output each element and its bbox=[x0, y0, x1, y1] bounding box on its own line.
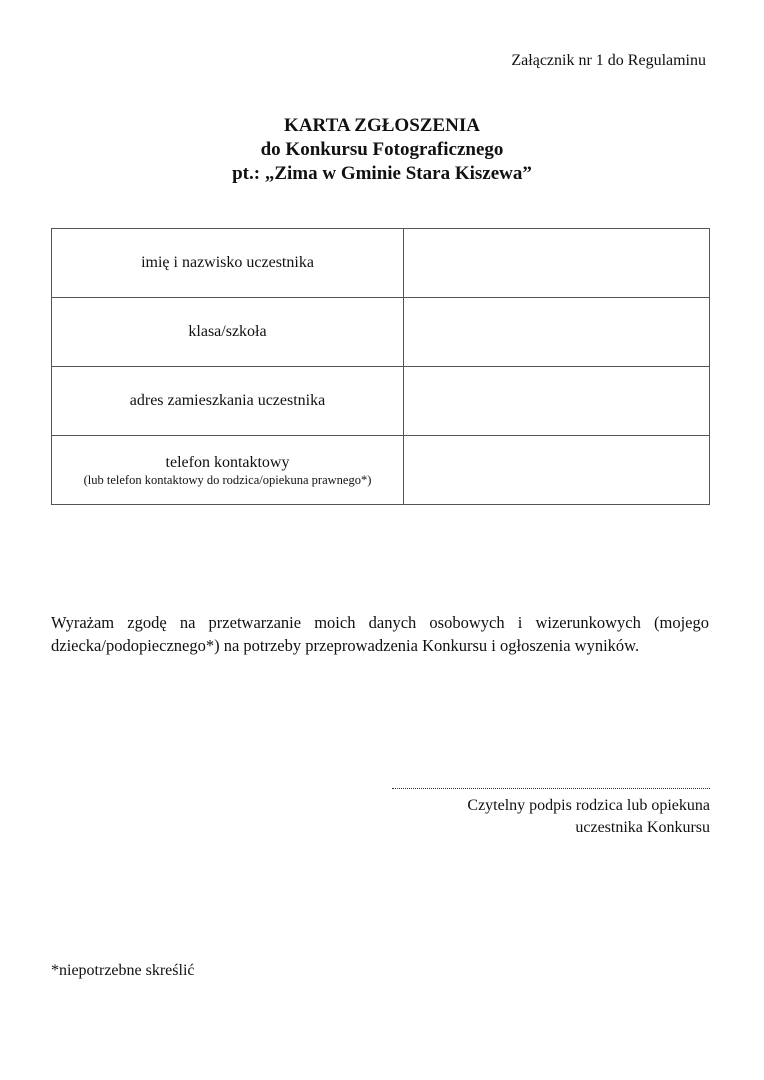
address-label-text: adres zamieszkania uczestnika bbox=[129, 392, 326, 409]
title-line-3: pt.: „Zima w Gminie Stara Kiszewa” bbox=[232, 163, 532, 184]
address-field[interactable] bbox=[404, 367, 710, 436]
signature-caption-line-1: Czytelny podpis rodzica lub opiekuna bbox=[467, 797, 710, 814]
phone-label bbox=[52, 436, 404, 505]
phone-sublabel: (lub telefon kontaktowy do rodzica/opiekuna prawnego*) bbox=[83, 472, 372, 487]
form-row-phone bbox=[52, 436, 710, 505]
signature-caption-line-2: uczestnika Konkursu bbox=[575, 819, 710, 836]
name-label bbox=[52, 229, 404, 298]
school-field[interactable] bbox=[404, 298, 710, 367]
form-row-address bbox=[52, 367, 710, 436]
form-row-school bbox=[52, 298, 710, 367]
signature-caption bbox=[467, 795, 710, 839]
name-label-text: imię i nazwisko uczestnika bbox=[141, 254, 314, 271]
address-label bbox=[52, 367, 404, 436]
form-row-name bbox=[52, 229, 710, 298]
title-line-2: do Konkursu Fotograficznego bbox=[260, 139, 504, 160]
school-label bbox=[52, 298, 404, 367]
phone-label-text: telefon kontaktowy bbox=[165, 453, 290, 471]
annex-reference: Załącznik nr 1 do Regulaminu bbox=[511, 52, 706, 69]
document-title bbox=[0, 114, 764, 186]
school-label-text: klasa/szkoła bbox=[188, 323, 267, 340]
footnote: *niepotrzebne skreślić bbox=[51, 962, 195, 979]
registration-form-table bbox=[51, 228, 710, 505]
phone-field[interactable] bbox=[404, 436, 710, 505]
signature-line[interactable] bbox=[392, 788, 710, 789]
title-line-1: KARTA ZGŁOSZENIA bbox=[284, 115, 480, 136]
consent-statement: Wyrażam zgodę na przetwarzanie moich danych osobowych i wizerunkowych (mojego dziecka/podopiecznego*) na potrzeby przeprowadzenia Konkursu i ogłoszenia wyników. bbox=[51, 613, 709, 655]
name-field[interactable] bbox=[404, 229, 710, 298]
